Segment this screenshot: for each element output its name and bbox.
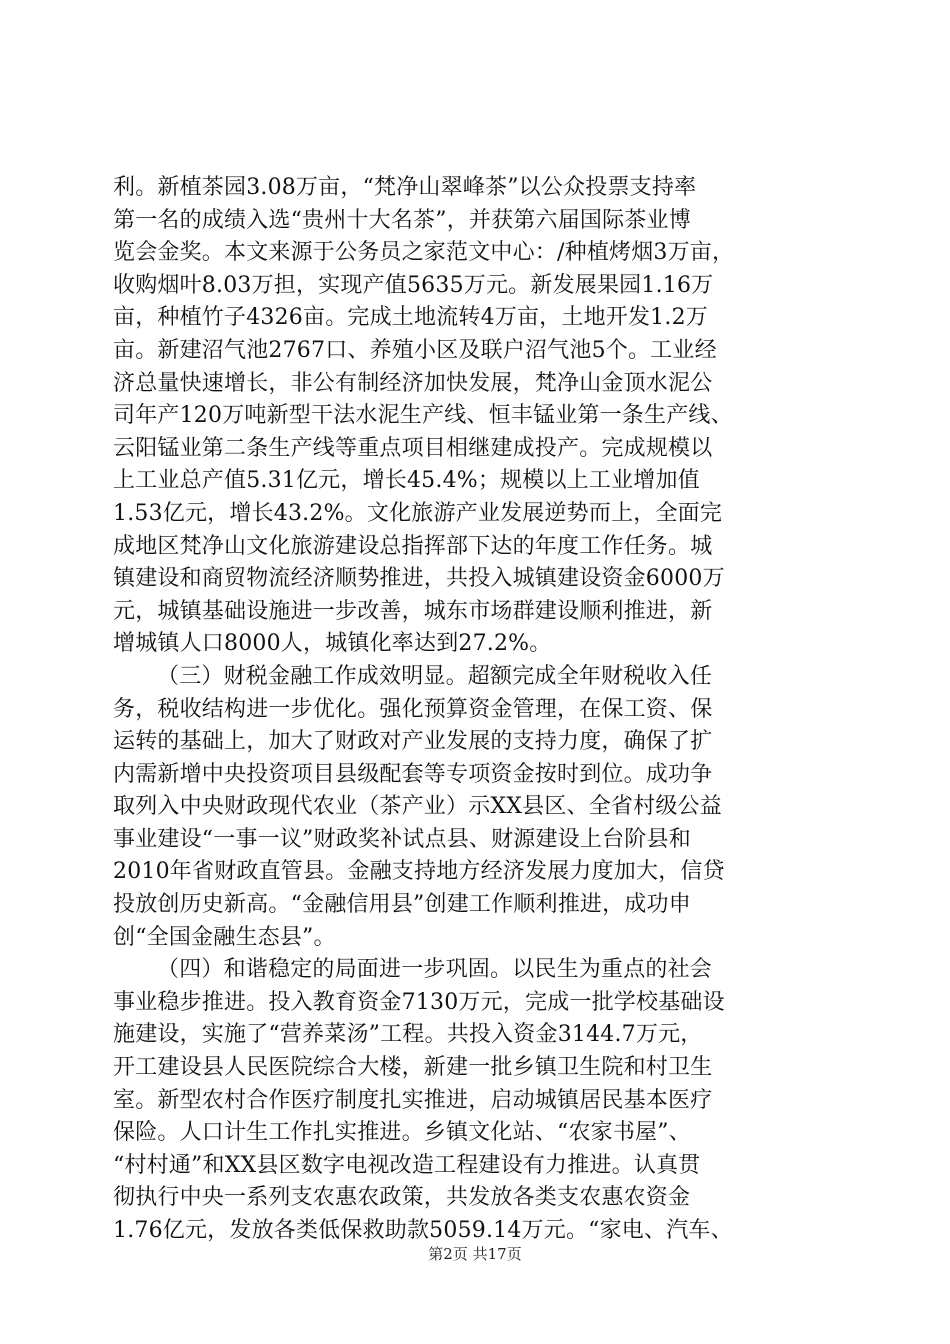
text-line: 览会金奖。本文来源于公务员之家范文中心：/种植烤烟3万亩， <box>113 240 735 266</box>
text-line: 利。新植茶园3.08万亩，“梵净山翠峰茶”以公众投票支持率 <box>113 175 697 200</box>
text-line: 室。新型农村合作医疗制度扎实推进，启动城镇居民基本医疗 <box>113 1087 713 1113</box>
text-line: 彻执行中央一系列支农惠农政策，共发放各类支农惠农资金 <box>113 1185 691 1211</box>
text-line: 司年产120万吨新型干法水泥生产线、恒丰锰业第一条生产线、 <box>113 403 733 429</box>
text-line: 上工业总产值5.31亿元，增长45.4%；规模以上工业增加值 <box>113 468 700 494</box>
text-line: 务，税收结构进一步优化。强化预算资金管理，在保工资、保 <box>113 696 713 722</box>
text-line: 亩。新建沼气池2767口、养殖小区及联户沼气池5个。工业经 <box>113 337 717 363</box>
text-line: “村村通”和XX县区数字电视改造工程建设有力推进。认真贯 <box>113 1152 701 1178</box>
text-line: 创“全国金融生态县”。 <box>113 924 336 950</box>
text-line: 收购烟叶8.03万担，实现产值5635万元。新发展果园1.16万 <box>113 272 714 298</box>
text-line: 事业稳步推进。投入教育资金7130万元，完成一批学校基础设 <box>113 989 725 1015</box>
text-line: 镇建设和商贸物流经济顺势推进，共投入城镇建设资金6000万 <box>113 566 725 592</box>
text-line: 取列入中央财政现代农业（茶产业）示XX县区、全省村级公益 <box>113 794 722 820</box>
text-line: 1.53亿元，增长43.2%。文化旅游产业发展逆势而上，全面完 <box>113 500 723 526</box>
text-line: 1.76亿元，发放各类低保救助款5059.14万元。“家电、汽车、 <box>113 1218 733 1243</box>
text-line: 济总量快速增长，非公有制经济加快发展，梵净山金顶水泥公 <box>113 370 713 396</box>
paragraph-first-line: （三）财税金融工作成效明显。超额完成全年财税收入任 <box>157 663 713 689</box>
text-line: 成地区梵净山文化旅游建设总指挥部下达的年度工作任务。城 <box>113 533 713 559</box>
text-line: 元，城镇基础设施进一步改善，城东市场群建设顺利推进，新 <box>113 598 713 624</box>
text-line: 运转的基础上，加大了财政对产业发展的支持力度，确保了扩 <box>113 729 713 755</box>
text-line: 事业建设“一事一议”财政奖补试点县、财源建设上台阶县和 <box>113 826 691 852</box>
text-line: 内需新增中央投资项目县级配套等专项资金按时到位。成功争 <box>113 761 713 787</box>
text-line: 2010年省财政直管县。金融支持地方经济发展力度加大，信贷 <box>113 859 725 885</box>
page-number: 第2页 共17页 <box>428 1245 522 1263</box>
text-line: 增城镇人口8000人，城镇化率达到27.2%。 <box>113 631 552 657</box>
text-line: 第一名的成绩入选“贵州十大名茶”，并获第六届国际茶业博 <box>113 207 691 233</box>
document-body <box>113 172 837 1248</box>
text-line: 保险。人口计生工作扎实推进。乡镇文化站、“农家书屋”、 <box>113 1120 691 1146</box>
paragraph-first-line: （四）和谐稳定的局面进一步巩固。以民生为重点的社会 <box>157 957 713 983</box>
text-line: 施建设，实施了“营养菜汤”工程。共投入资金3144.7万元， <box>113 1022 703 1048</box>
text-line: 亩，种植竹子4326亩。完成土地流转4万亩，土地开发1.2万 <box>113 305 708 331</box>
text-line: 云阳锰业第二条生产线等重点项目相继建成投产。完成规模以 <box>113 435 713 461</box>
text-line: 开工建设县人民医院综合大楼，新建一批乡镇卫生院和村卫生 <box>113 1055 713 1081</box>
text-line: 投放创历史新高。“金融信用县”创建工作顺利推进，成功申 <box>113 892 691 918</box>
